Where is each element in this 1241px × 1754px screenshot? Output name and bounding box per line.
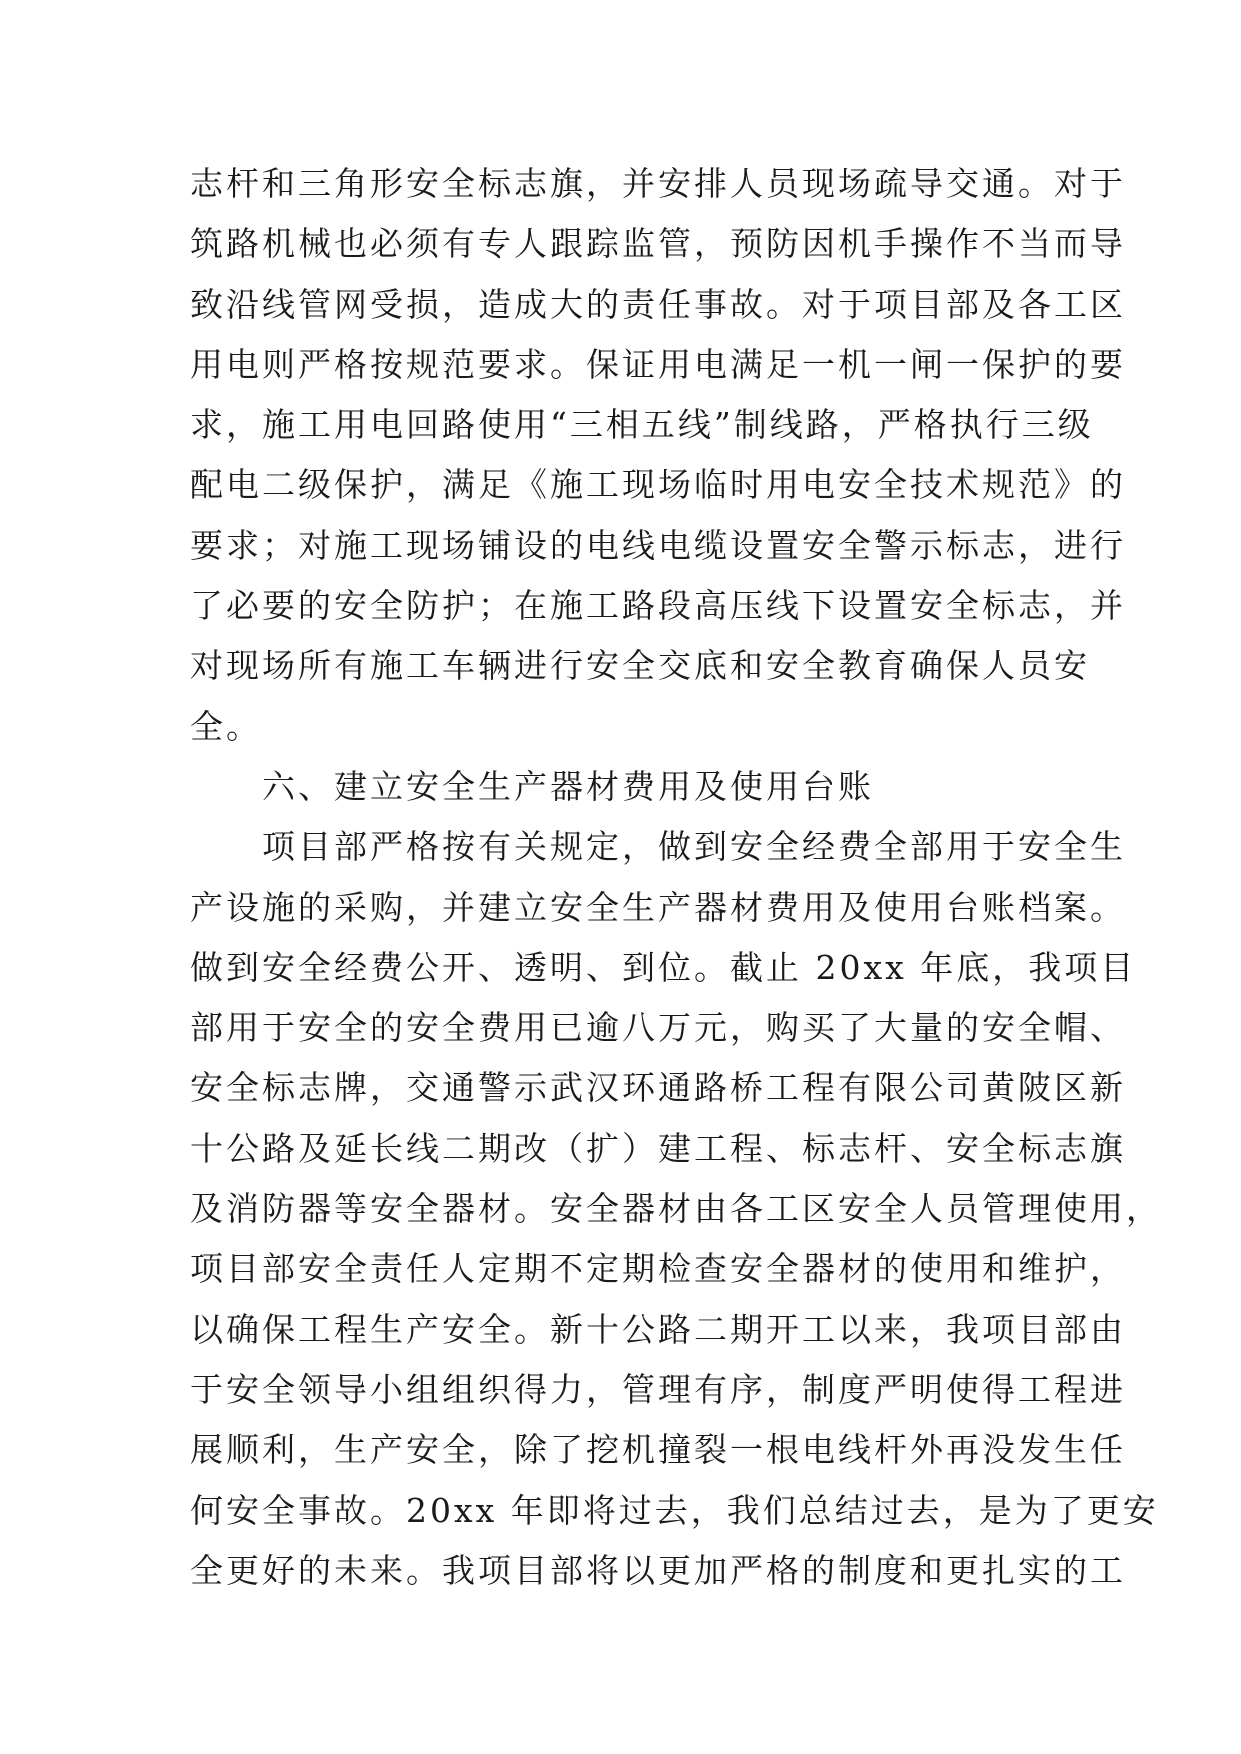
- text-line: 志杆和三角形安全标志旗，并安排人员现场疏导交通。对于: [190, 164, 1126, 203]
- text-line: 配电二级保护，满足《施工现场临时用电安全技术规范》的: [190, 465, 1126, 505]
- text-line: 致沿线管网受损，造成大的责任事故。对于项目部及各工区: [190, 284, 1126, 324]
- text-line: 要求；对施工现场铺设的电线电缆设置安全警示标志，进行: [190, 525, 1126, 565]
- text-line: 筑路机械也必须有专人跟踪监管，预防因机手操作不当而导: [190, 224, 1126, 264]
- body-text: [190, 154, 1162, 1601]
- text-line: 何安全事故。20xx 年即将过去，我们总结过去，是为了更安: [190, 1490, 1159, 1530]
- section-heading: 六、建立安全生产器材费用及使用台账: [190, 766, 874, 806]
- text-line: 全更好的未来。我项目部将以更加严格的制度和更扎实的工: [190, 1550, 1126, 1590]
- text-line: 及消防器等安全器材。安全器材由各工区安全人员管理使用，: [190, 1189, 1162, 1229]
- text-line: 十公路及延长线二期改（扩）建工程、标志杆、安全标志旗: [190, 1128, 1126, 1168]
- text-line: 对现场所有施工车辆进行安全交底和安全教育确保人员安: [190, 646, 1090, 686]
- text-line: 以确保工程生产安全。新十公路二期开工以来，我项目部由: [190, 1309, 1126, 1349]
- text-line: 项目部安全责任人定期不定期检查安全器材的使用和维护，: [190, 1249, 1126, 1289]
- text-line: 于安全领导小组组织得力，管理有序，制度严明使得工程进: [190, 1369, 1126, 1409]
- text-line: 了必要的安全防护；在施工路段高压线下设置安全标志，并: [190, 586, 1126, 626]
- text-line: 部用于安全的安全费用已逾八万元，购买了大量的安全帽、: [190, 1008, 1126, 1048]
- text-line: 产设施的采购，并建立安全生产器材费用及使用台账档案。: [190, 887, 1126, 927]
- text-line: 项目部严格按有关规定，做到安全经费全部用于安全生: [190, 827, 1126, 867]
- text-line: 求，施工用电回路使用“三相五线”制线路，严格执行三级: [190, 405, 1094, 445]
- text-line: 用电则严格按规范要求。保证用电满足一机一闸一保护的要: [190, 344, 1126, 384]
- text-line: 做到安全经费公开、透明、到位。截止 20xx 年底，我项目: [190, 947, 1137, 987]
- text-line: 安全标志牌，交通警示武汉环通路桥工程有限公司黄陂区新: [190, 1068, 1126, 1108]
- text-line: 全。: [190, 706, 262, 746]
- text-line: 展顺利，生产安全，除了挖机撞裂一根电线杆外再没发生任: [190, 1430, 1126, 1470]
